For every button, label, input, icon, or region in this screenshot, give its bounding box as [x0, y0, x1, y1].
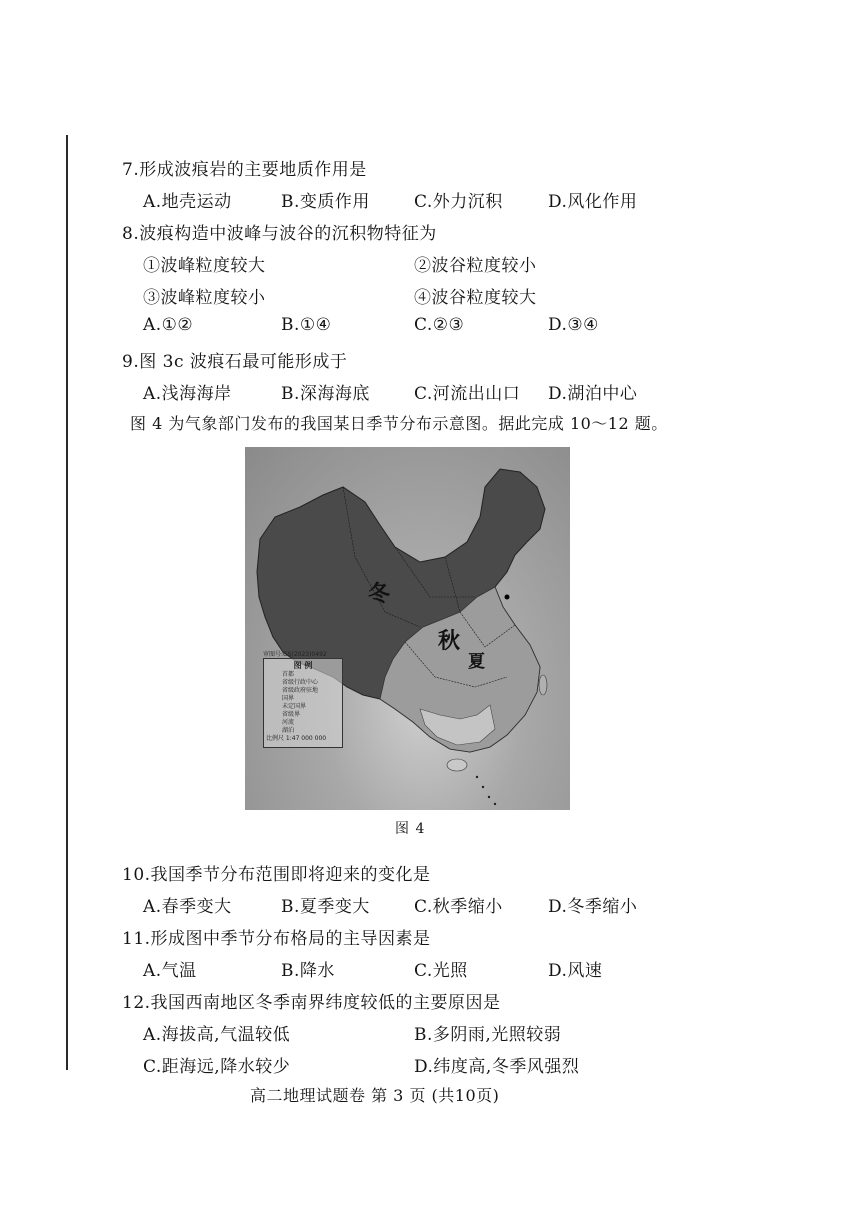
question-8-option-d: D.③④ — [548, 315, 599, 335]
capital-marker — [505, 595, 510, 600]
figure-4-map — [245, 447, 570, 810]
question-8-statement-1: ①波峰粒度较大 — [143, 256, 266, 276]
question-11-option-d: D.风速 — [548, 961, 603, 981]
question-8-statement-3: ③波峰粒度较小 — [143, 288, 266, 308]
question-12-option-d: D.纬度高,冬季风强烈 — [414, 1057, 580, 1077]
question-12-option-b: B.多阴雨,光照较弱 — [414, 1025, 562, 1045]
question-8-option-b: B.①④ — [281, 315, 332, 335]
label-winter: 冬 — [368, 581, 391, 607]
question-11-option-a: A.气温 — [143, 961, 197, 981]
question-7-option-c: C.外力沉积 — [414, 192, 503, 212]
question-10-option-c: C.秋季缩小 — [414, 897, 503, 917]
island-dot — [482, 786, 484, 788]
question-9-option-b: B.深海海底 — [281, 384, 370, 404]
legend-item-capital: 首都 — [282, 671, 295, 678]
legend-scale: 比例尺 1:47 000 000 — [266, 735, 327, 742]
section-intro: 图 4 为气象部门发布的我国某日季节分布示意图。据此完成 10～12 题。 — [130, 414, 668, 433]
question-8-statement-4: ④波谷粒度较大 — [414, 288, 537, 308]
question-9-option-c: C.河流出山口 — [414, 384, 521, 404]
china-season-map — [245, 447, 570, 810]
legend-item-river: 河流 — [282, 719, 295, 726]
question-9-option-a: A.浅海海岸 — [143, 384, 232, 404]
map-legend — [263, 658, 343, 748]
question-9-stem: 9.图 3c 波痕石最可能形成于 — [122, 352, 348, 372]
island-dot — [488, 796, 490, 798]
question-10-stem: 10.我国季节分布范围即将迎来的变化是 — [122, 865, 431, 885]
question-12-stem: 12.我国西南地区冬季南界纬度较低的主要原因是 — [122, 993, 501, 1013]
question-7-option-b: B.变质作用 — [281, 192, 370, 212]
figure-caption: 图 4 — [395, 821, 426, 837]
question-11-option-b: B.降水 — [281, 961, 335, 981]
legend-item-undetermined-border: 未定国界 — [282, 703, 307, 710]
question-8-option-c: C.②③ — [414, 315, 465, 335]
question-10-option-b: B.夏季变大 — [281, 897, 370, 917]
legend-item-provincial-center: 省级行政中心 — [282, 679, 319, 686]
label-autumn: 秋 — [438, 628, 461, 654]
review-number: 审图号:GS(2023)0492 — [263, 651, 327, 658]
hainan-island — [447, 759, 467, 771]
legend-item-national-border: 国界 — [282, 695, 295, 702]
question-7-option-a: A.地壳运动 — [143, 192, 232, 212]
question-10-option-d: D.冬季缩小 — [548, 897, 638, 917]
legend-item-provincial-seat: 省级政府驻地 — [282, 687, 319, 694]
question-8-statement-2: ②波谷粒度较小 — [414, 256, 537, 276]
taiwan-island — [539, 675, 547, 695]
legend-title: 图 例 — [293, 661, 313, 670]
question-8-option-a: A.①② — [143, 315, 194, 335]
question-12-option-a: A.海拔高,气温较低 — [143, 1025, 291, 1045]
question-12-option-c: C.距海远,降水较少 — [143, 1057, 291, 1077]
question-11-option-c: C.光照 — [414, 961, 468, 981]
binding-line — [66, 135, 68, 1070]
question-7-option-d: D.风化作用 — [548, 192, 638, 212]
legend-item-lake: 湖泊 — [282, 727, 295, 734]
island-dot — [494, 803, 496, 805]
question-8-stem: 8.波痕构造中波峰与波谷的沉积物特征为 — [122, 224, 437, 244]
question-10-option-a: A.春季变大 — [143, 897, 232, 917]
legend-item-provincial-border: 省级界 — [282, 711, 301, 718]
page-footer: 高二地理试题卷 第 3 页 (共10页) — [250, 1086, 500, 1105]
question-9-option-d: D.湖泊中心 — [548, 384, 638, 404]
label-summer: 夏 — [468, 652, 485, 672]
island-dot — [476, 776, 478, 778]
question-7-stem: 7.形成波痕岩的主要地质作用是 — [122, 160, 367, 180]
question-11-stem: 11.形成图中季节分布格局的主导因素是 — [122, 929, 431, 949]
